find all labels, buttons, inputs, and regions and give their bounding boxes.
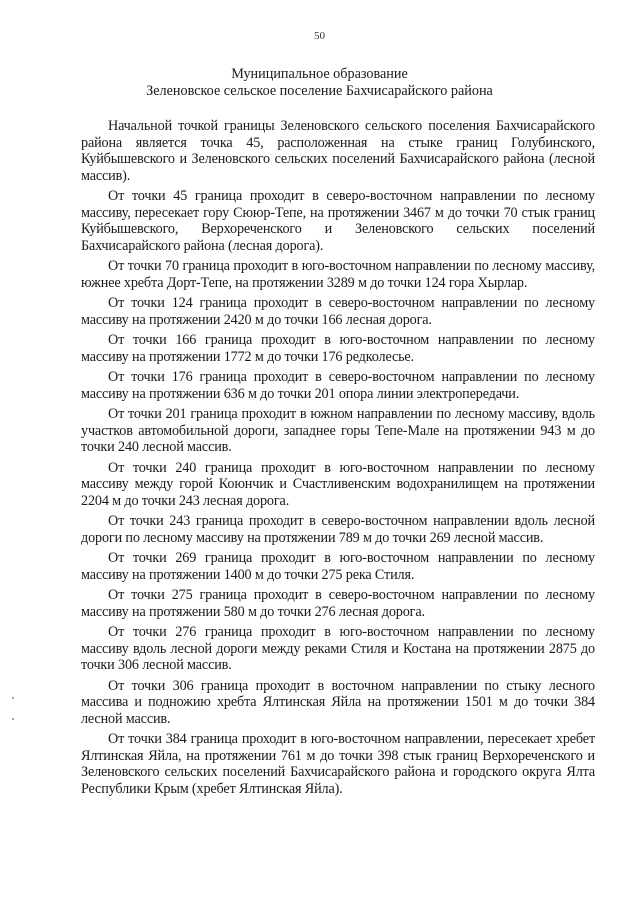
paragraph: От точки 70 граница проходит в юго-восточном направлении по лесному массиву, южнее хребта Дорт-Тепе, на протяжении 3289 м до точки 124 гора Хырлар. — [81, 258, 595, 291]
paragraph: От точки 201 граница проходит в южном направлении по лесному массиву, вдоль участков автомобильной дороги, западнее горы Тепе-Мале на протяжении 943 м до точки 240 лесной массив. — [81, 406, 595, 455]
scan-speck — [12, 697, 14, 699]
paragraph: От точки 269 граница проходит в юго-восточном направлении по лесному массиву на протяжении 1400 м до точки 275 река Стиля. — [81, 550, 595, 583]
paragraph: От точки 124 граница проходит в северо-восточном направлении по лесному массиву на протяжении 2420 м до точки 166 лесная дорога. — [81, 295, 595, 328]
body-text — [81, 118, 595, 801]
paragraph: Начальной точкой границы Зеленовского сельского поселения Бахчисарайского района является точка 45, расположенная на стыке границ Голубинского, Куйбышевского и Зеленовского сельских поселений Бахчисарайского района (лесной массив). — [81, 118, 595, 184]
page-number: 50 — [314, 30, 325, 42]
paragraph: От точки 243 граница проходит в северо-восточном направлении вдоль лесной дороги по лесному массиву на протяжении 789 м до точки 269 лесной массив. — [81, 513, 595, 546]
paragraph: От точки 176 граница проходит в северо-восточном направлении по лесному массиву на протяжении 636 м до точки 201 опора линии электропередачи. — [81, 369, 595, 402]
paragraph: От точки 275 граница проходит в северо-восточном направлении по лесному массиву на протяжении 580 м до точки 276 лесная дорога. — [81, 587, 595, 620]
document-heading — [0, 66, 639, 100]
paragraph: От точки 384 граница проходит в юго-восточном направлении, пересекает хребет Ялтинская Яйла, на протяжении 761 м до точки 398 стык границ Верхореченского и Зеленовского сельских поселений Бахчисарайского района и городского округа Ялта Республики Крым (хребет Ялтинская Яйла). — [81, 731, 595, 797]
paragraph: От точки 166 граница проходит в юго-восточном направлении по лесному массиву на протяжении 1772 м до точки 176 редколесье. — [81, 332, 595, 365]
paragraph: От точки 276 граница проходит в юго-восточном направлении по лесному массиву вдоль лесной дороги между реками Стиля и Костана на протяжении 2875 до точки 306 лесной массив. — [81, 624, 595, 673]
scan-speck — [12, 718, 14, 720]
heading-line-1: Муниципальное образование — [231, 66, 408, 82]
heading-line-2: Зеленовское сельское поселение Бахчисарайского района — [146, 83, 493, 99]
paragraph: От точки 306 граница проходит в восточном направлении по стыку лесного массива и подножию хребта Ялтинская Яйла на протяжении 1501 м до точки 384 лесной массив. — [81, 677, 595, 727]
paragraph: От точки 45 граница проходит в северо-восточном направлении по лесному массиву, пересекает гору Сююр-Тепе, на протяжении 3467 м до точки 70 стык границ Куйбышевского, Верхореченского и Зеленовского сельских поселений Бахчисарайского района (лесная дорога). — [81, 188, 595, 254]
paragraph: От точки 240 граница проходит в юго-восточном направлении по лесному массиву между горой Коюнчик и Счастливенским водохранилищем на протяжении 2204 м до точки 243 лесная дорога. — [81, 459, 595, 509]
